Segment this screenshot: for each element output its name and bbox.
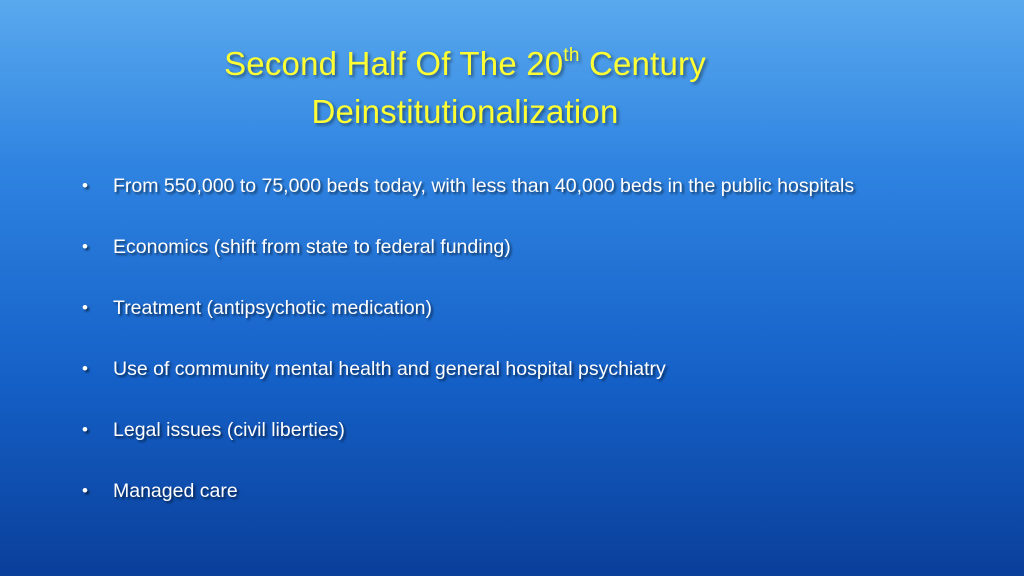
bullet-item [82,355,912,383]
bullet-list [82,172,912,538]
bullet-marker: • [82,176,88,195]
title-superscript: th [563,45,580,66]
bullet-item [82,233,912,261]
bullet-marker: • [82,237,88,256]
bullet-text: Use of community mental health and general hospital psychiatry [113,358,666,380]
bullet-item [82,477,912,505]
bullet-item [82,294,912,322]
bullet-text: Managed care [113,480,238,502]
bullet-text: Economics (shift from state to federal funding) [113,236,511,258]
title-text: Second Half Of The 20 [224,45,564,82]
bullet-marker: • [82,298,88,317]
bullet-text: Treatment (antipsychotic medication) [113,297,432,319]
bullet-marker: • [82,481,88,500]
title-line-1 [0,40,930,88]
slide-title [0,40,930,136]
bullet-text: Legal issues (civil liberties) [113,419,345,441]
bullet-marker: • [82,359,88,378]
title-line-2: Deinstitutionalization [311,93,619,130]
title-text-end: Century [579,45,706,82]
bullet-item [82,172,912,200]
bullet-item [82,416,912,444]
bullet-text: From 550,000 to 75,000 beds today, with less than 40,000 beds in the public hospitals [113,175,855,197]
bullet-marker: • [82,420,88,439]
